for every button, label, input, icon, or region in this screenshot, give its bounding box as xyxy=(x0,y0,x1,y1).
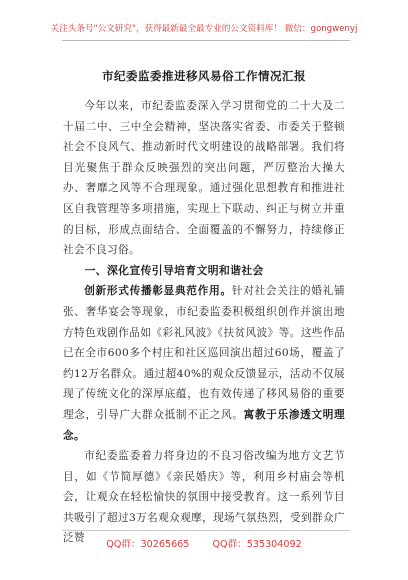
paragraph-2: 市纪委监委着力将身边的不良习俗改编为地方文艺节目，如《节简厚德》《亲民婚庆》等，利用乡村庙会等机会，让观众在轻松愉快的氛围中接受教育。这一系列节目共吸引了超过3万名观众观摩，现场气氛热烈，受到群众广泛赞 xyxy=(63,450,345,545)
footer-qq-group-2: QQ群：535304092 xyxy=(212,539,302,550)
paragraph-1 xyxy=(63,281,345,446)
paragraph-1-text: 针对社会关注的婚礼铺张、奢华宴会等现象，市纪委监委积极组织创作并演出地方特色戏剧作品如《彩礼风波》《扶贫风波》等。这些作品已在全市600多个村庄和社区巡回演出超过60场，覆盖了约12万名群众。通过超40%的观众反馈显示，活动不仅展现了传统文化的深厚底蕴，也有效传递了移风易俗的重要理念，引导广大群众抵制不正之风。 xyxy=(63,285,346,421)
document-title: 市纪委监委推进移风易俗工作情况汇报 xyxy=(102,69,306,83)
document-body xyxy=(63,96,345,549)
paragraph-1-lead: 创新形式传播彰显典范作用。 xyxy=(84,285,232,298)
footer-divider xyxy=(62,530,350,531)
header-note: 关注头条号"公文研究"，获得最新最全最专业的公文资料库！ 微信：gongwenyj xyxy=(50,24,358,34)
footer-qq-group-1: QQ群：30265665 xyxy=(106,539,190,550)
header-divider xyxy=(62,40,350,41)
intro-paragraph: 今年以来，市纪委监委深入学习贯彻党的二十大及二十届二中、三中全会精神，坚决落实省委、市委关于整顿社会不良风气、推动新时代文明建设的战略部署。我们将目光聚焦于群众反映强烈的突出问题，严厉整治大操大办、奢靡之风等不合理现象。通过强化思想教育和推进社区自我管理等多项措施，实现上下联动、纠正与树立并重的目标，形成点面结合、全面覆盖的不懈努力，持续修正社会不良习俗。 xyxy=(63,100,345,257)
section-heading: 一、深化宣传引导培育文明和谐社会 xyxy=(84,263,264,277)
footer-contacts xyxy=(0,536,408,550)
paragraph-2-lead: 寓教于乐渗透文明理念。 xyxy=(63,408,345,442)
